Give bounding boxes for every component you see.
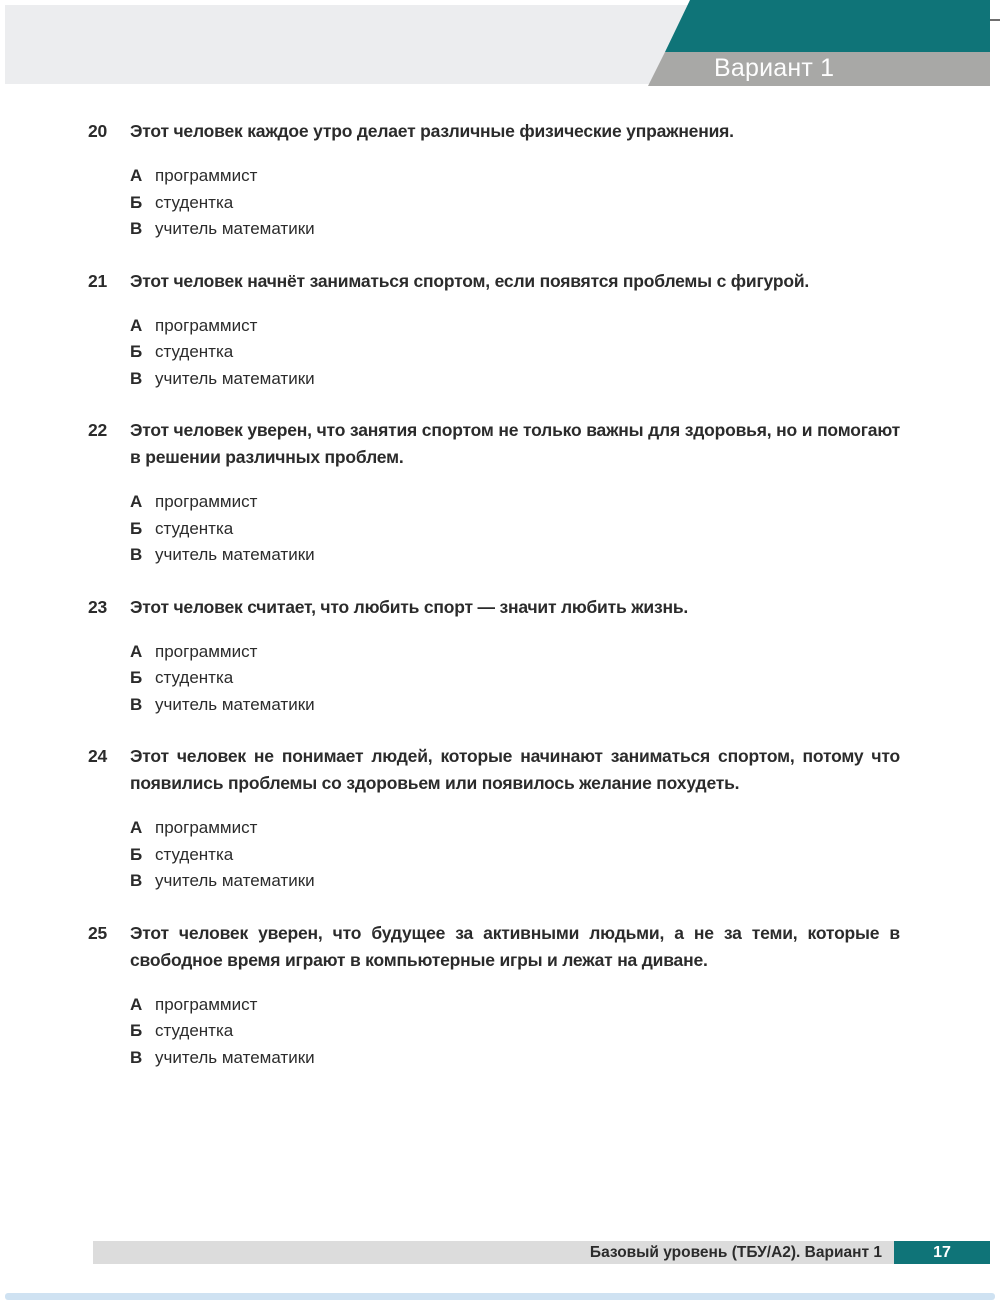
option-letter: В	[130, 871, 143, 890]
answer-option-v	[130, 868, 900, 895]
variant-label: Вариант 1	[714, 54, 835, 82]
option-letter: А	[130, 641, 143, 661]
question-20	[88, 118, 900, 243]
question-body	[130, 743, 900, 895]
option-text: программист	[155, 994, 258, 1014]
answer-option-v	[130, 216, 900, 243]
question-24	[88, 743, 900, 895]
option-text: студентка	[155, 192, 234, 212]
option-text: студентка	[155, 342, 234, 361]
question-title: Этот человек уверен, что занятия спортом не только важны для здоровья, но и помогают в решении различных проблем.	[130, 420, 900, 467]
question-body	[130, 268, 900, 393]
question-title: Этот человек каждое утро делает различные физические упражнения.	[130, 121, 734, 141]
question-title: Этот человек начнёт заниматься спортом, если появятся проблемы с фигурой.	[130, 270, 810, 291]
question-title: Этот человек не понимает людей, которые начинают заниматься спортом, потому что появились проблемы со здоровьем или появилось желание похудеть.	[130, 746, 900, 793]
questions-list	[88, 118, 900, 1096]
question-number: 24	[88, 746, 108, 766]
answer-option-a	[130, 313, 900, 340]
trim-mark	[990, 19, 1000, 21]
options-list	[130, 815, 900, 895]
option-letter: А	[130, 166, 143, 185]
question-body	[130, 920, 900, 1072]
answer-option-b	[130, 842, 900, 869]
option-text: учитель математики	[155, 871, 315, 890]
answer-option-a	[130, 815, 900, 842]
answer-option-a	[130, 639, 900, 666]
option-text: учитель математики	[155, 1047, 315, 1067]
options-list	[130, 992, 900, 1072]
answer-option-b	[130, 339, 900, 366]
page-number-badge: 17	[894, 1241, 990, 1264]
question-21	[88, 268, 900, 393]
option-text: учитель математики	[155, 219, 315, 238]
answer-option-v	[130, 1045, 900, 1072]
question-body	[130, 417, 900, 569]
option-text: учитель математики	[155, 368, 315, 388]
footer-label: Базовый уровень (ТБУ/А2). Вариант 1	[589, 1244, 882, 1261]
option-letter: А	[130, 818, 143, 837]
answer-option-a	[130, 489, 900, 516]
option-text: студентка	[155, 1021, 234, 1040]
question-title: Этот человек уверен, что будущее за активными людьми, а не за теми, которые в свободное время играют в компьютерные игры и лежат на диване.	[130, 922, 900, 970]
option-letter: В	[130, 694, 143, 714]
option-letter: Б	[130, 1021, 143, 1040]
option-letter: В	[130, 1047, 143, 1067]
option-letter: Б	[130, 844, 143, 864]
answer-option-a	[130, 992, 900, 1019]
question-number: 22	[88, 420, 108, 440]
question-number: 20	[88, 121, 108, 141]
answer-option-b	[130, 1018, 900, 1045]
option-text: программист	[155, 641, 258, 661]
answer-option-b	[130, 516, 900, 543]
answer-option-a	[130, 163, 900, 190]
question-25	[88, 920, 900, 1072]
options-list	[130, 489, 900, 569]
option-letter: Б	[130, 668, 143, 687]
answer-option-b	[130, 190, 900, 217]
option-text: студентка	[155, 518, 234, 538]
question-title: Этот человек считает, что любить спорт — значит любить жизнь.	[130, 596, 689, 617]
option-letter: Б	[130, 342, 143, 361]
question-body	[130, 118, 900, 243]
option-text: учитель математики	[155, 545, 315, 564]
option-text: учитель математики	[155, 694, 315, 714]
question-23	[88, 594, 900, 719]
option-text: студентка	[155, 844, 234, 864]
option-text: студентка	[155, 668, 234, 687]
answer-option-v	[130, 542, 900, 569]
option-text: программист	[155, 315, 258, 335]
question-number: 25	[88, 922, 108, 943]
answer-option-v	[130, 692, 900, 719]
option-letter: А	[130, 492, 143, 511]
option-text: программист	[155, 166, 258, 185]
option-text: программист	[155, 818, 258, 837]
options-list	[130, 639, 900, 719]
question-number: 21	[88, 270, 108, 291]
option-text: программист	[155, 492, 258, 511]
options-list	[130, 163, 900, 243]
page-footer	[93, 1241, 990, 1264]
question-body	[130, 594, 900, 719]
option-letter: А	[130, 315, 143, 335]
answer-option-v	[130, 366, 900, 393]
option-letter: Б	[130, 192, 143, 212]
option-letter: В	[130, 219, 143, 238]
option-letter: В	[130, 545, 143, 564]
header-flag	[647, 0, 990, 86]
option-letter: А	[130, 994, 143, 1014]
option-letter: В	[130, 368, 143, 388]
option-letter: Б	[130, 518, 143, 538]
options-list	[130, 313, 900, 393]
answer-option-b	[130, 665, 900, 692]
bottom-blue-strip	[5, 1293, 995, 1300]
question-number: 23	[88, 596, 108, 617]
question-22	[88, 417, 900, 569]
